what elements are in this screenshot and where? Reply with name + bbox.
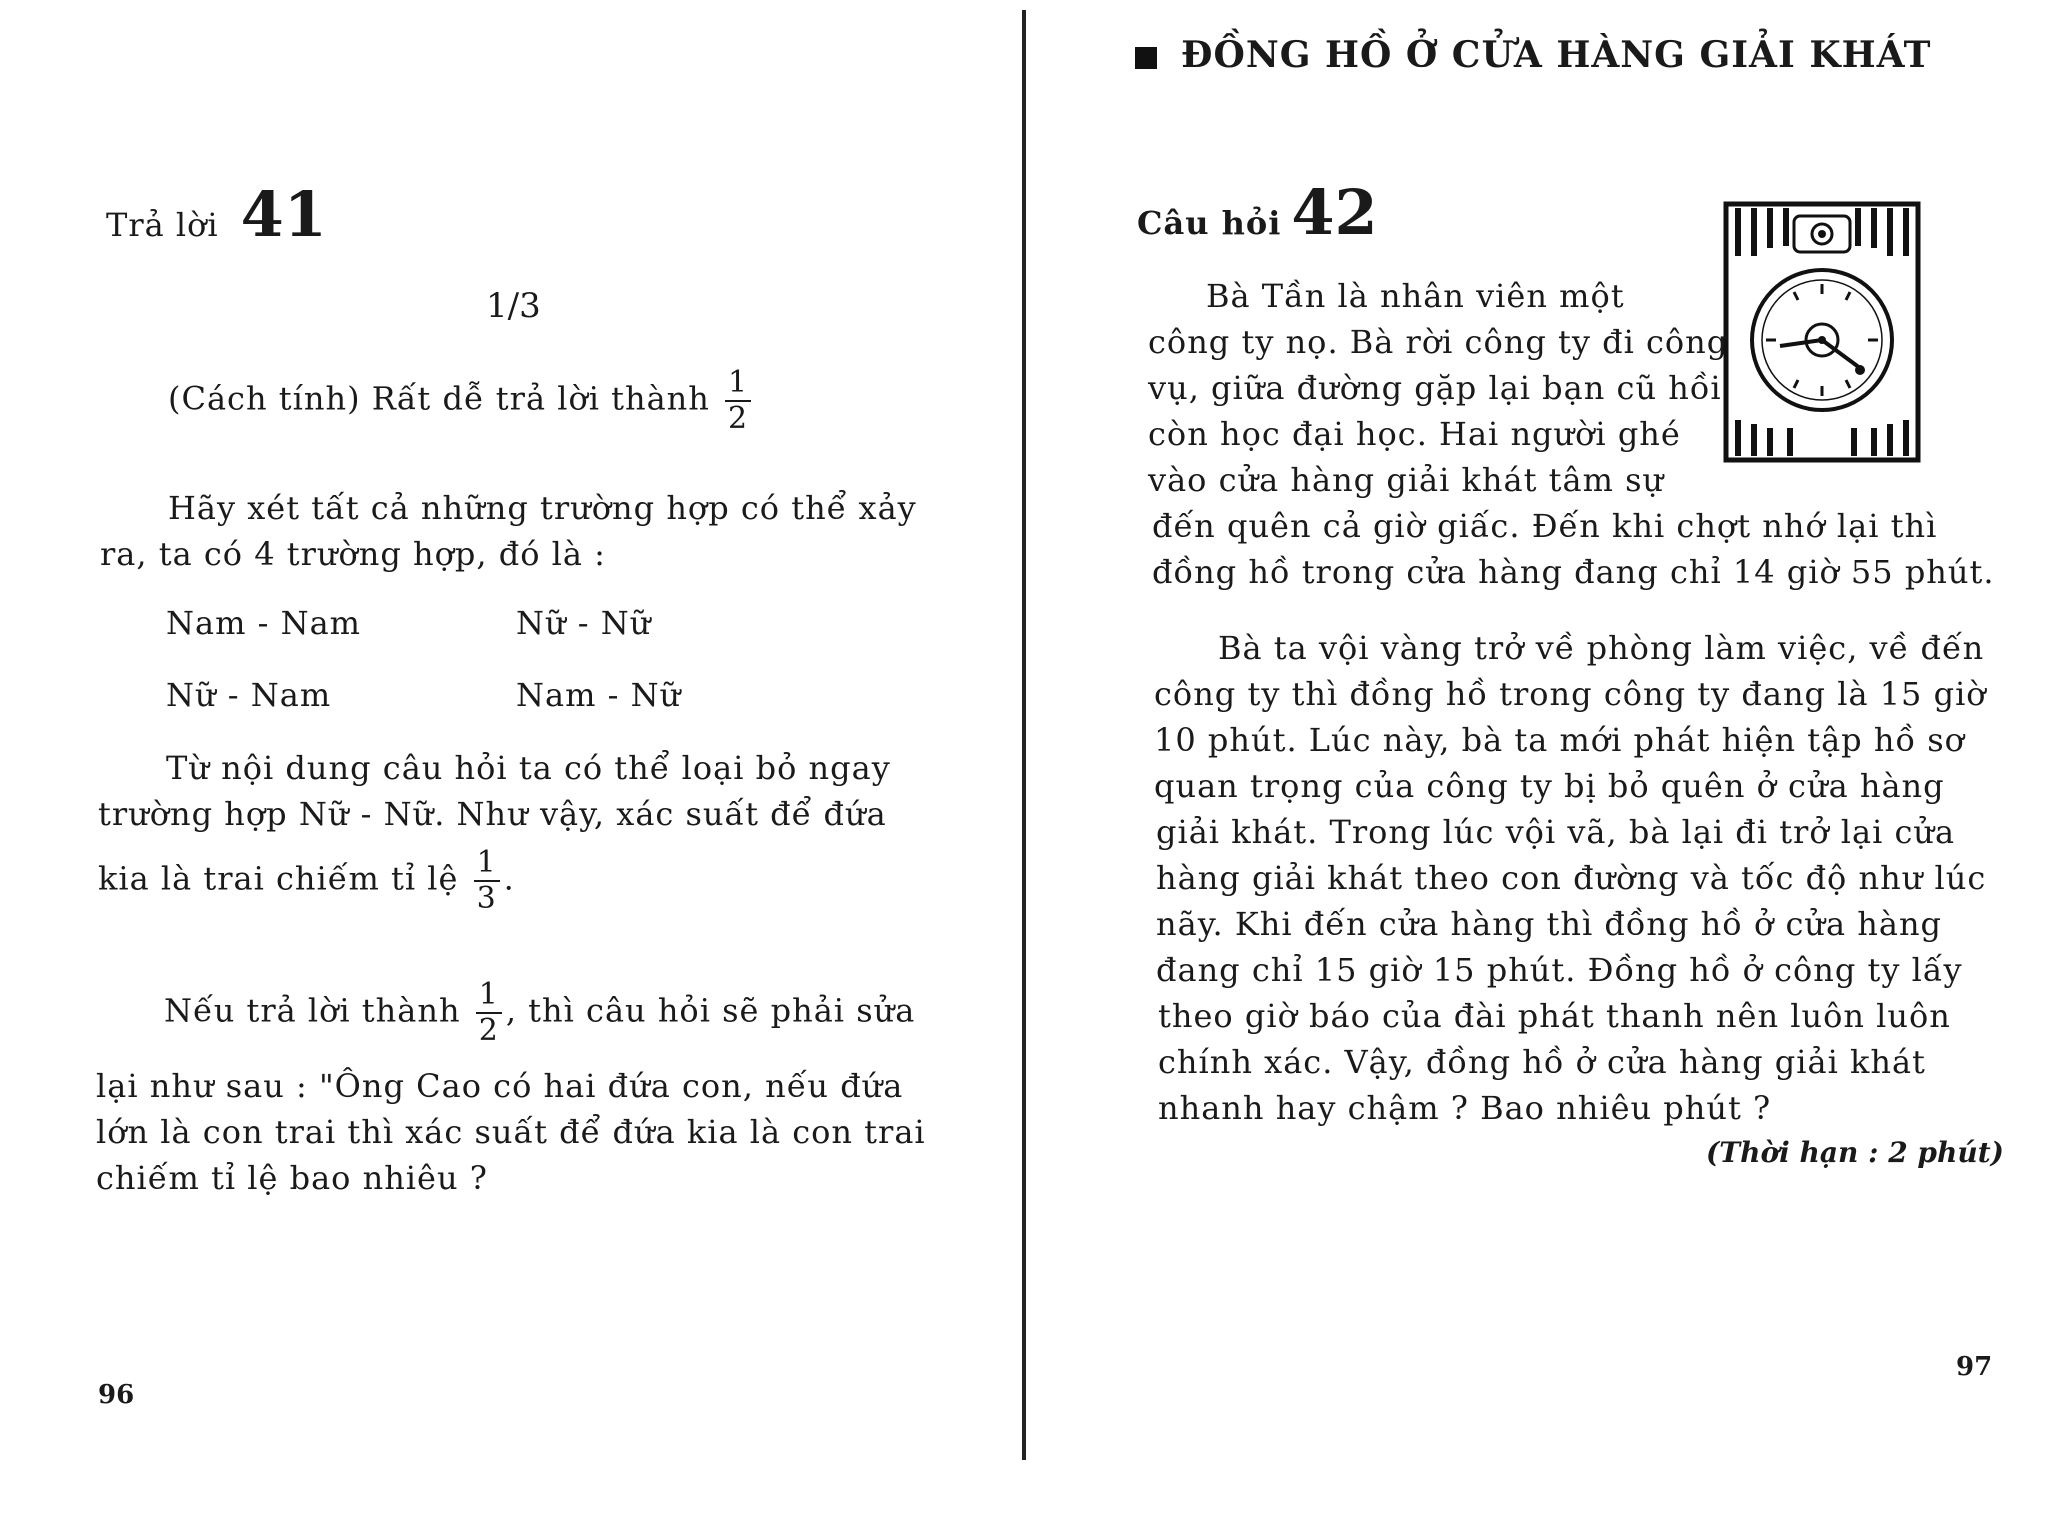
question-line: chính xác. Vậy, đồng hồ ở cửa hàng giải khát <box>1158 1043 1926 1081</box>
case-item: Nam - Nữ <box>516 676 682 714</box>
section-title: ĐỒNG HỒ Ở CỬA HÀNG GIẢI KHÁT <box>1181 34 1932 76</box>
wall-clock-illustration <box>1720 198 1924 466</box>
question-line: giải khát. Trong lúc vội vã, bà lại đi trở lại cửa <box>1156 813 1956 851</box>
paragraph-line: ra, ta có 4 trường hợp, đó là : <box>100 535 606 573</box>
page-number: 97 <box>1956 1352 1993 1382</box>
method-intro-line <box>168 365 755 436</box>
fraction-one-half <box>725 365 751 436</box>
question-line: nhanh hay chậm ? Bao nhiêu phút ? <box>1158 1089 1772 1127</box>
page-number: 96 <box>98 1380 135 1410</box>
time-limit: (Thời hạn : 2 phút) <box>1706 1136 2004 1169</box>
question-line: hàng giải khát theo con đường và tốc độ như lúc <box>1156 859 1987 897</box>
question-label: Câu hỏi <box>1137 204 1282 242</box>
fraction-denominator: 2 <box>728 401 749 436</box>
fraction-denominator: 3 <box>476 881 497 916</box>
paragraph-text: , thì câu hỏi sẽ phải sửa <box>505 991 916 1030</box>
fraction-numerator: 1 <box>725 368 751 402</box>
question-line: Bà ta vội vàng trở về phòng làm việc, về đến <box>1218 629 1985 667</box>
paragraph-line: chiếm tỉ lệ bao nhiêu ? <box>96 1159 488 1197</box>
question-line: công ty thì đồng hồ trong công ty đang là 15 giờ <box>1154 675 1987 713</box>
paragraph-line: Hãy xét tất cả những trường hợp có thể xảy <box>168 489 917 527</box>
question-heading <box>1137 176 1378 249</box>
answer-heading <box>106 178 327 251</box>
square-bullet-icon <box>1135 47 1157 69</box>
question-line: quan trọng của công ty bị bỏ quên ở cửa hàng <box>1154 767 1945 805</box>
answer-value: 1/3 <box>486 286 541 326</box>
question-line: theo giờ báo của đài phát thanh nên luôn luôn <box>1158 997 1951 1035</box>
method-intro-text: (Cách tính) Rất dễ trả lời thành <box>168 379 710 418</box>
paragraph-text: Nếu trả lời thành <box>164 991 461 1030</box>
alternative-answer-line <box>164 977 916 1048</box>
paragraph-line: trường hợp Nữ - Nữ. Như vậy, xác suất để đứa <box>98 795 887 833</box>
answer-label: Trả lời <box>106 206 219 244</box>
paragraph-text: . <box>503 859 515 898</box>
question-line: vụ, giữa đường gặp lại bạn cũ hồi <box>1148 369 1722 407</box>
case-item: Nữ - Nam <box>166 676 332 714</box>
fraction-numerator: 1 <box>474 848 500 882</box>
question-line: 10 phút. Lúc này, bà ta mới phát hiện tập hồ sơ <box>1154 721 1965 759</box>
question-line: còn học đại học. Hai người ghé <box>1148 415 1681 453</box>
question-line: vào cửa hàng giải khát tâm sự <box>1148 461 1665 499</box>
probability-line <box>98 845 515 916</box>
question-line: nãy. Khi đến cửa hàng thì đồng hồ ở cửa hàng <box>1156 905 1943 943</box>
paragraph-line: lớn là con trai thì xác suất để đứa kia là con trai <box>96 1113 926 1151</box>
question-line: đồng hồ trong cửa hàng đang chỉ 14 giờ 55 phút. <box>1152 553 1995 591</box>
case-item: Nam - Nam <box>166 604 361 642</box>
fraction-one-half <box>476 977 502 1048</box>
question-line: đến quên cả giờ giấc. Đến khi chợt nhớ lại thì <box>1152 507 1938 545</box>
fraction-numerator: 1 <box>476 980 502 1014</box>
case-item: Nữ - Nữ <box>516 604 652 642</box>
fraction-denominator: 2 <box>478 1013 499 1048</box>
paragraph-line: Từ nội dung câu hỏi ta có thể loại bỏ ngay <box>166 749 891 787</box>
question-number: 42 <box>1291 176 1378 249</box>
fraction-one-third <box>474 845 500 916</box>
answer-number: 41 <box>240 178 327 251</box>
section-heading <box>1135 34 1931 76</box>
paragraph-text: kia là trai chiếm tỉ lệ <box>98 859 459 898</box>
paragraph-line: lại như sau : "Ông Cao có hai đứa con, nếu đứa <box>96 1067 904 1105</box>
question-line: công ty nọ. Bà rời công ty đi công <box>1148 323 1729 361</box>
question-line: đang chỉ 15 giờ 15 phút. Đồng hồ ở công ty lấy <box>1156 951 1963 989</box>
question-line: Bà Tần là nhân viên một <box>1206 277 1625 315</box>
